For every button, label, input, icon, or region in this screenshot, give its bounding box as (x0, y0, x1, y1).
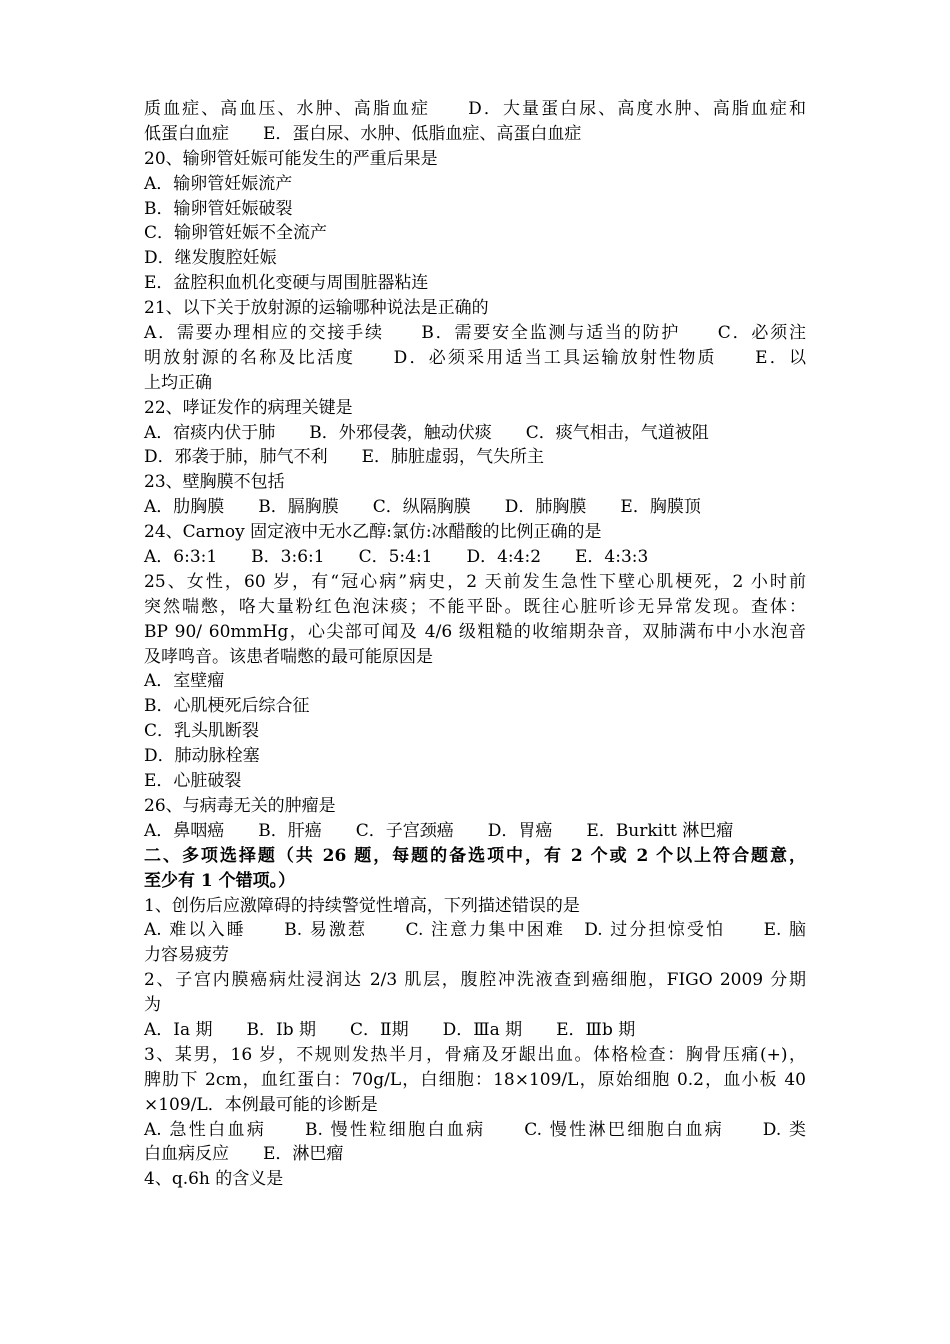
text-line: B．心肌梗死后综合征 (144, 696, 310, 717)
text-line: 2、子宫内膜癌病灶浸润达 2/3 肌层，腹腔冲洗液查到癌细胞，FIGO 2009 分期 (144, 970, 806, 991)
text-line: A．Ⅰa 期 B．Ⅰb 期 C．Ⅱ期 D．Ⅲa 期 E．Ⅲb 期 (144, 1019, 636, 1040)
text-line: D．肺动脉栓塞 (144, 746, 260, 767)
text-line: E．心脏破裂 (144, 771, 242, 792)
text-line: 白血病反应 E．淋巴瘤 (144, 1144, 344, 1165)
text-line: A. 难以入睡 B. 易激惹 C. 注意力集中困难 D. 过分担惊受怕 E. 脑 (144, 920, 806, 941)
text-line: ×109/L．本例最可能的诊断是 (144, 1094, 378, 1115)
text-line: A．宿痰内伏于肺 B．外邪侵袭，触动伏痰 C．痰气相击，气道被阻 (144, 422, 709, 443)
text-line: 明放射源的名称及比活度 D．必须采用适当工具运输放射性物质 E．以 (144, 347, 806, 368)
text-line: 质血症、高血压、水肿、高脂血症 D．大量蛋白尿、高度水肿、高脂血症和 (144, 99, 806, 119)
text-line: 突然喘憋，咯大量粉红色泡沫痰；不能平卧。既往心脏听诊无异常发现。查体： (144, 596, 806, 617)
text-line: 至少有 1 个错项。） (144, 870, 296, 891)
text-line: D．邪袭于肺，肺气不利 E．肺脏虚弱，气失所主 (144, 447, 545, 468)
text-line: 22、哮证发作的病理关键是 (144, 397, 353, 418)
text-line: D．继发腹腔妊娠 (144, 248, 277, 269)
text-line: C．乳头肌断裂 (144, 721, 260, 742)
text-line: A．鼻咽癌 B．肝癌 C．子宫颈癌 D．胃癌 E．Burkitt 淋巴瘤 (144, 820, 734, 841)
text-line: 及哮鸣音。该患者喘憋的最可能原因是 (144, 646, 433, 667)
text-line: 低蛋白血症 E．蛋白尿、水肿、低脂血症、高蛋白血症 (144, 123, 582, 144)
text-line: 24、Carnoy 固定液中无水乙醇:氯仿:冰醋酸的比例正确的是 (144, 522, 602, 543)
text-line: 上均正确 (144, 372, 212, 393)
text-line: A．输卵管妊娠流产 (144, 173, 293, 194)
text-line: B．输卵管妊娠破裂 (144, 198, 293, 219)
text-line: 23、壁胸膜不包括 (144, 472, 285, 493)
text-line: C．输卵管妊娠不全流产 (144, 223, 328, 244)
text-line: 4、q.6h 的含义是 (144, 1169, 284, 1190)
text-line: E．盆腔积血机化变硬与周围脏器粘连 (144, 273, 429, 294)
text-line: 力容易疲劳 (144, 945, 229, 966)
text-line: A．肋胸膜 B．膈胸膜 C．纵隔胸膜 D．肺胸膜 E．胸膜顶 (144, 497, 701, 518)
text-line: 1、创伤后应激障碍的持续警觉性增高，下列描述错误的是 (144, 895, 580, 916)
text-line: 20、输卵管妊娠可能发生的严重后果是 (144, 148, 438, 169)
text-line: A．需要办理相应的交接手续 B．需要安全监测与适当的防护 C．必须注 (144, 323, 806, 344)
text-line: 为 (144, 995, 161, 1016)
text-line: A．6:3:1 B．3:6:1 C．5:4:1 D．4:4:2 E．4:3:3 (144, 547, 649, 568)
text-line: A. 急性白血病 B. 慢性粒细胞白血病 C. 慢性淋巴细胞白血病 D. 类 (144, 1119, 806, 1140)
text-line: 脾肋下 2cm，血红蛋白：70g/L，白细胞：18×109/L，原始细胞 0.2，血小板 40 (144, 1069, 806, 1090)
text-line: 26、与病毒无关的肿瘤是 (144, 795, 336, 816)
text-line: 3、某男，16 岁，不规则发热半月，骨痛及牙龈出血。体格检查：胸骨压痛(+)， (144, 1044, 806, 1065)
text-line: BP 90/ 60mmHg，心尖部可闻及 4/6 级粗糙的收缩期杂音，双肺满布中小水泡音 (144, 621, 806, 642)
text-line: A．室壁瘤 (144, 671, 225, 692)
text-line: 21、以下关于放射源的运输哪种说法是正确的 (144, 298, 489, 319)
document-body (144, 97, 806, 1192)
text-line: 二、多项选择题（共 26 题，每题的备选项中，有 2 个或 2 个以上符合题意， (144, 845, 806, 866)
text-line: 25、女性，60 岁，有“冠心病”病史，2 天前发生急性下壁心肌梗死，2 小时前 (144, 571, 806, 592)
